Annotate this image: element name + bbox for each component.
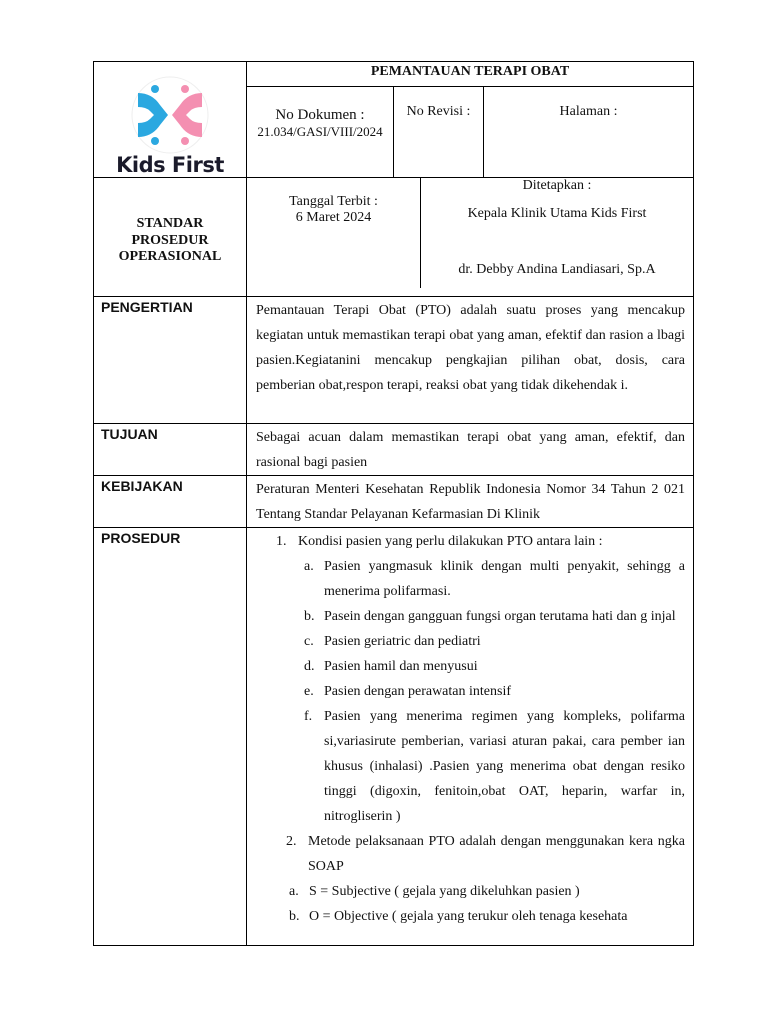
list-item bbox=[256, 629, 685, 654]
list-letter: f. bbox=[304, 709, 313, 724]
prosedur-item-2 bbox=[256, 829, 685, 879]
no-revisi-label: No Revisi : bbox=[406, 104, 471, 119]
item-text: Kondisi pasien yang perlu dilakukan PTO antara lain : bbox=[298, 534, 603, 549]
list-item bbox=[256, 604, 685, 629]
list-text: Pasien hamil dan menyusui bbox=[324, 659, 478, 674]
list-letter: b. bbox=[304, 609, 315, 624]
list-item bbox=[256, 704, 685, 829]
list-item bbox=[256, 879, 685, 904]
list-letter: b. bbox=[289, 909, 300, 924]
pengertian-label: PENGERTIAN bbox=[94, 297, 247, 424]
approval-row bbox=[247, 178, 694, 297]
list-text: Pasien yang menerima regimen yang kompleks, polifarma si,variasirute pemberian, variasi aturan pakai, cara pember ian khusus (inhalasi) .Pasien yang menerima obat dengan resiko tinggi (digoxin, fenitoin,obat OAT, heparin, warfar in, nitrogliserin ) bbox=[324, 709, 685, 824]
ditetapkan-cell bbox=[421, 178, 693, 288]
list-text: Pasein dengan gangguan fungsi organ terutama hati dan g injal bbox=[324, 609, 676, 624]
sop-document bbox=[93, 61, 694, 946]
list-letter: a. bbox=[304, 559, 314, 574]
item-1-sublist bbox=[256, 554, 685, 829]
tanggal-terbit-value: 6 Maret 2024 bbox=[295, 210, 372, 226]
list-text: O = Objective ( gejala yang terukur oleh tenaga kesehata bbox=[309, 909, 628, 924]
document-meta bbox=[247, 87, 694, 178]
list-letter: c. bbox=[304, 634, 314, 649]
tujuan-label: TUJUAN bbox=[94, 424, 247, 476]
list-text: Pasien dengan perawatan intensif bbox=[324, 684, 511, 699]
item-number: 1. bbox=[276, 534, 287, 549]
logo-mark-icon bbox=[108, 75, 232, 155]
item-2-sublist bbox=[256, 879, 685, 929]
sop-line-2: PROSEDUR bbox=[131, 232, 209, 248]
sop-label-cell bbox=[94, 178, 247, 297]
pengertian-text: Pemantauan Terapi Obat (PTO) adalah suatu proses yang mencakup kegiatan untuk memastikan terapi obat yang aman, efektif dan rasion a lbagi pasien.Kegiatanini mencakup pengkajian pilihan obat, dosis, cara pemberian obat,respon terapi, reaksi obat yang tidak dikehendak i. bbox=[247, 297, 694, 424]
halaman-label: Halaman : bbox=[559, 104, 618, 119]
halaman-cell bbox=[484, 87, 693, 177]
list-item bbox=[256, 654, 685, 679]
list-letter: a. bbox=[289, 884, 299, 899]
kids-first-logo bbox=[108, 75, 232, 175]
document-title: PEMANTAUAN TERAPI OBAT bbox=[247, 62, 694, 87]
list-item bbox=[256, 904, 685, 929]
sop-line-1: STANDAR bbox=[136, 215, 204, 231]
list-text: Pasien geriatric dan pediatri bbox=[324, 634, 481, 649]
no-revisi-cell bbox=[394, 87, 484, 177]
document-body-table bbox=[93, 296, 694, 946]
prosedur-content bbox=[247, 528, 694, 946]
list-text: Pasien yangmasuk klinik dengan multi penyakit, sehingg a menerima polifarmasi. bbox=[324, 559, 685, 599]
no-dokumen-label: No Dokumen : bbox=[275, 107, 365, 123]
no-dokumen-cell bbox=[247, 87, 394, 177]
item-number: 2. bbox=[286, 834, 297, 849]
item-text: Metode pelaksanaan PTO adalah dengan menggunakan kera ngka SOAP bbox=[308, 834, 685, 874]
tujuan-text: Sebagai acuan dalam memastikan terapi obat yang aman, efektif, dan rasional bagi pasien bbox=[247, 424, 694, 476]
list-letter: e. bbox=[304, 684, 314, 699]
logo-text: Kids First bbox=[116, 152, 224, 177]
kebijakan-text: Peraturan Menteri Kesehatan Republik Indonesia Nomor 34 Tahun 2 021 Tentang Standar Pelayanan Kefarmasian Di Klinik bbox=[247, 476, 694, 528]
list-item bbox=[256, 554, 685, 604]
logo-cell bbox=[94, 62, 247, 178]
list-text: S = Subjective ( gejala yang dikeluhkan pasien ) bbox=[309, 884, 580, 899]
kebijakan-label: KEBIJAKAN bbox=[94, 476, 247, 528]
list-letter: d. bbox=[304, 659, 315, 674]
prosedur-item-1 bbox=[256, 529, 685, 554]
tanggal-terbit-label: Tanggal Terbit : bbox=[289, 194, 378, 209]
document-header-table bbox=[93, 61, 694, 297]
prosedur-label: PROSEDUR bbox=[94, 528, 247, 946]
tanggal-terbit-cell bbox=[247, 178, 421, 288]
sop-line-3: OPERASIONAL bbox=[118, 249, 222, 265]
signatory-name: dr. Debby Andina Landiasari, Sp.A bbox=[458, 262, 656, 277]
list-item bbox=[256, 679, 685, 704]
ditetapkan-label: Ditetapkan : bbox=[522, 178, 592, 193]
jabatan-text: Kepala Klinik Utama Kids First bbox=[467, 206, 647, 221]
no-dokumen-value: 21.034/GASI/VIII/2024 bbox=[257, 124, 383, 139]
